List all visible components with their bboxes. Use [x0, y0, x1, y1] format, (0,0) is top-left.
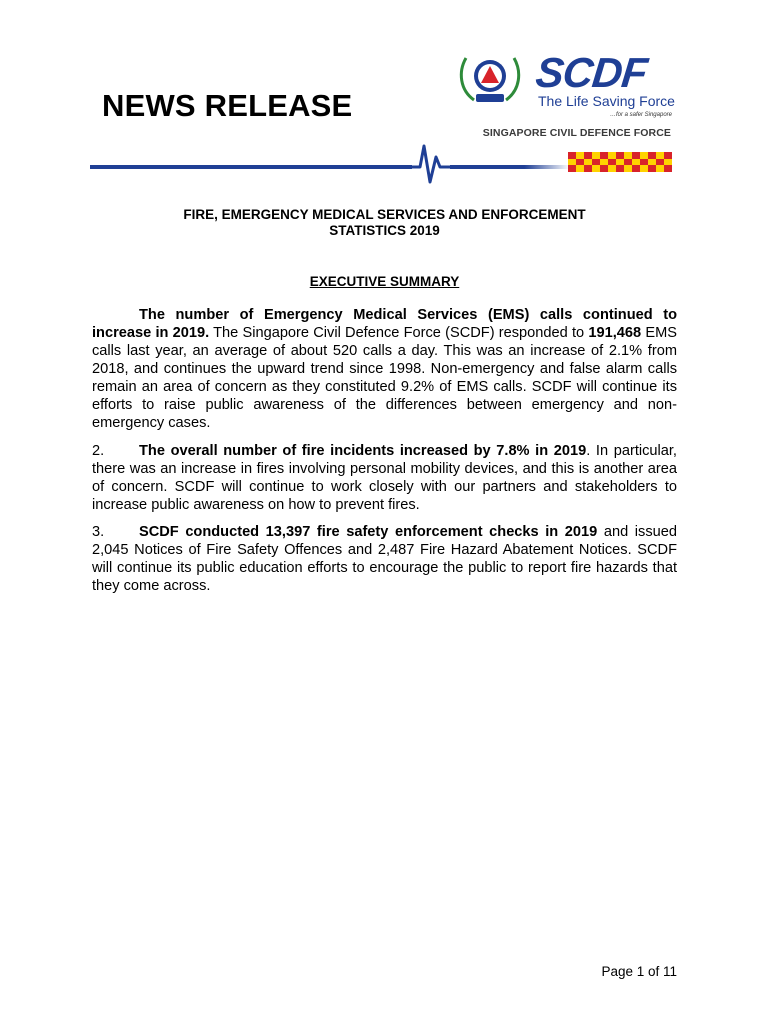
paragraph-1-text-a: The Singapore Civil Defence Force (SCDF) responded to	[209, 325, 589, 341]
paragraph-2-number: 2.	[92, 443, 105, 459]
page-number: Page 1 of 11	[601, 964, 677, 979]
paragraph-3-number: 3.	[92, 524, 105, 540]
paragraph-3	[92, 523, 677, 595]
paragraph-1-text-b: EMS calls last year, an average of about 520 calls a day. This was an increase of 2.1% from 2018, and continues the upward trend since 1998. Non-emergency and false alarm calls remain an area of concern as they constituted 9.2% of EMS calls. SCDF will continue its efforts to raise public awareness of the differences between emergency and non-emergency cases.	[92, 325, 677, 431]
document-title	[100, 207, 669, 239]
scdf-crest-icon	[456, 52, 524, 106]
document-title-line-1: FIRE, EMERGENCY MEDICAL SERVICES AND ENFORCEMENT	[183, 207, 586, 222]
organisation-name: SINGAPORE CIVIL DEFENCE FORCE	[482, 127, 671, 139]
ems-calls-value: 191,468	[588, 325, 642, 341]
document-title-line-2: STATISTICS 2019	[329, 223, 440, 238]
paragraph-3-lead: SCDF conducted 13,397 fire safety enforcement checks in 2019	[139, 524, 598, 540]
paragraph-1-lead: The number of Emergency Medical Services (EMS) calls continued to increase in 2019.	[92, 307, 677, 341]
paragraph-3-text: and issued 2,045 Notices of Fire Safety Offences and 2,487 Fire Hazard Abatement Notices. SCDF will continue its public education efforts to encourage the public to report fire hazards that they come across.	[92, 524, 677, 594]
heartbeat-divider	[90, 140, 570, 186]
paragraph-1	[92, 306, 677, 432]
page-title: NEWS RELEASE	[102, 88, 353, 123]
section-heading: EXECUTIVE SUMMARY	[309, 274, 460, 289]
scdf-logo	[533, 49, 680, 118]
logo-tagline: The Life Saving Force	[538, 93, 675, 109]
checkered-band-icon	[568, 152, 672, 172]
paragraph-2-lead: The overall number of fire incidents increased by 7.8% in 2019	[139, 443, 587, 459]
logo-wordmark: SCDF	[533, 49, 649, 96]
paragraph-2	[92, 442, 677, 514]
logo-motto: …for a safer Singapore	[609, 112, 672, 118]
paragraph-2-text: . In particular, there was an increase in fires involving personal mobility devices, and this is another area of concern. SCDF will continue to work closely with our partners and stakeholders to increase public awareness on how to prevent fires.	[92, 443, 677, 513]
